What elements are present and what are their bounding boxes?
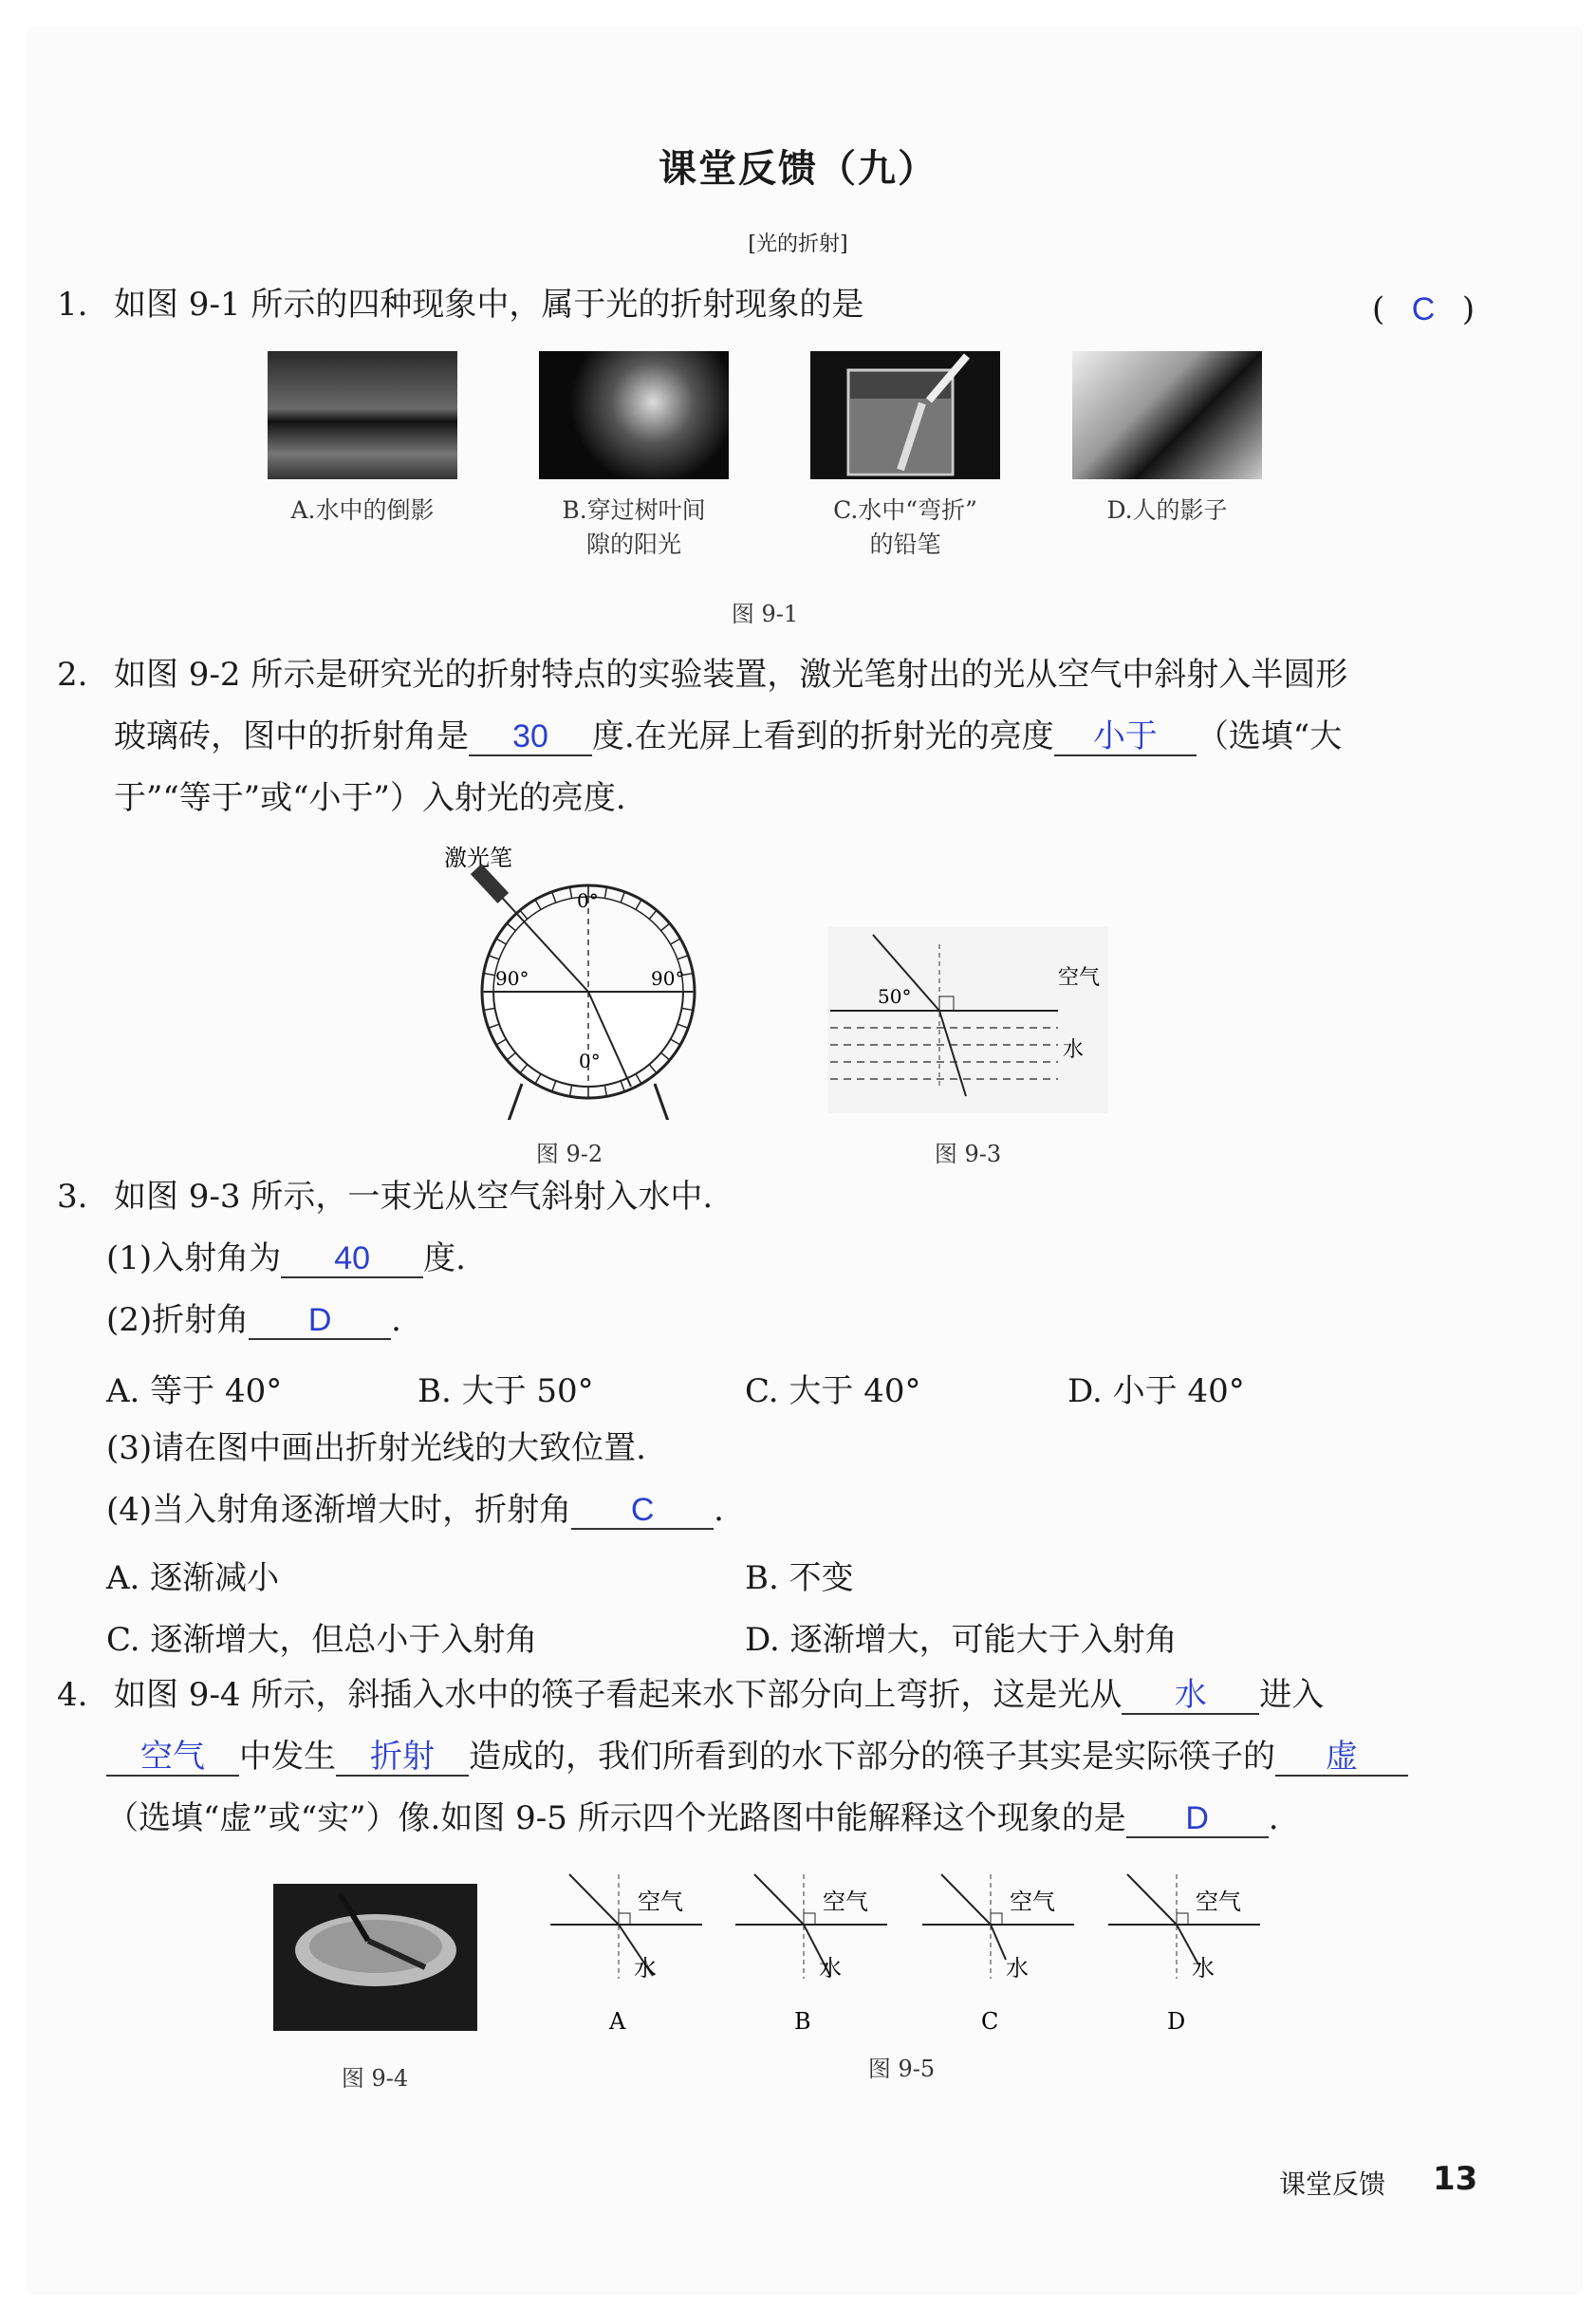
figure-caption: 图 9-3 [934, 1141, 1002, 1167]
paren-open: ( [1372, 290, 1385, 328]
photo-sunlight-leaves [539, 351, 729, 479]
question-4 [57, 1675, 1324, 1715]
q3-answer-2: D [249, 1300, 391, 1340]
angle-label: 0° [579, 1050, 601, 1072]
water-label: 水 [634, 1955, 657, 1982]
q3-4-option-c: C. 逐渐增大，但总小于入射角 [106, 1621, 538, 1659]
bent-pencil-image [810, 351, 1000, 479]
water-label: 水 [819, 1955, 842, 1982]
answer-paren [1372, 289, 1475, 329]
ray-diagram-a [550, 1874, 702, 2035]
ray-diagram-c [922, 1874, 1074, 2035]
laser-label: 激光笔 [444, 845, 512, 871]
q3-option-b: B. 大于 50° [418, 1372, 594, 1410]
angle-label: 90° [495, 967, 529, 990]
option-a-caption: A.水中的倒影 [290, 496, 435, 524]
page-number: 13 [1433, 2160, 1478, 2198]
photo-bent-pencil [810, 351, 1000, 479]
option-c-caption: C.水中“弯折” 的铅笔 [833, 496, 977, 558]
question-number: 2. [57, 656, 88, 694]
text: 玻璃砖，图中的折射角是 [114, 717, 469, 755]
water-label: 水 [1192, 1955, 1215, 1982]
text: 中发生 [239, 1738, 336, 1776]
q4-answer-5: D [1126, 1798, 1269, 1838]
chopstick-bowl-image [273, 1884, 477, 2031]
angle-label: 0° [577, 889, 599, 912]
q3-part-4 [106, 1490, 724, 1530]
question-1 [57, 285, 863, 325]
text: 度.在光屏上看到的折射光的亮度 [592, 717, 1054, 755]
q3-option-d: D. 小于 40° [1067, 1372, 1245, 1410]
right-angle-mark [991, 1913, 1002, 1925]
section-label: 光的折射 [755, 233, 840, 256]
text: （选填“虚”或“实”）像.如图 9-5 所示四个光路图中能解释这个现象的是 [106, 1799, 1126, 1837]
q3-part-2 [106, 1300, 401, 1340]
question-number: 1. [57, 286, 88, 324]
q4-answer-3: 折射 [336, 1737, 469, 1777]
question-number: 3. [57, 1178, 88, 1216]
text: . [1268, 1799, 1279, 1837]
diagram-letter: D [1167, 2008, 1186, 2035]
figure-caption: 图 9-1 [731, 601, 799, 627]
right-angle-mark [619, 1913, 630, 1925]
figure-9-2 [427, 835, 740, 1120]
incident-ray [569, 1874, 619, 1925]
q2-answer-2: 小于 [1054, 717, 1197, 756]
text: (4)当入射角逐渐增大时，折射角 [106, 1491, 572, 1529]
air-label: 空气 [1196, 1889, 1241, 1915]
refracted-ray [991, 1925, 1006, 1960]
diagram-letter: C [981, 2008, 999, 2035]
diagram-letter: B [794, 2008, 811, 2035]
footer-label: 课堂反馈 [1279, 2168, 1386, 2200]
q3-option-c: C. 大于 40° [745, 1372, 921, 1410]
q3-option-a: A. 等于 40° [106, 1372, 283, 1410]
q3-answer-4: C [571, 1490, 714, 1530]
q4-answer-1: 水 [1122, 1675, 1259, 1715]
incident-ray [754, 1874, 804, 1925]
right-angle-mark [804, 1913, 815, 1925]
figure-9-3 [826, 925, 1110, 1115]
text: . [391, 1301, 401, 1339]
diagram-letter: A [609, 2008, 626, 2035]
question-text: 如图 9-3 所示，一束光从空气斜射入水中. [114, 1178, 714, 1216]
question-2 [57, 655, 1347, 695]
water-label: 水 [1063, 1038, 1085, 1062]
text: (1)入射角为 [106, 1239, 282, 1277]
figure-caption: 图 9-4 [341, 2065, 409, 2092]
q1-answer: C [1411, 291, 1436, 327]
option-d-caption: D.人的影子 [1106, 496, 1228, 524]
text: 造成的，我们所看到的水下部分的筷子其实是实际筷子的 [469, 1738, 1275, 1776]
photo-shadow [1072, 351, 1262, 479]
question-text: 如图 9-4 所示，斜插入水中的筷子看起来水下部分向上弯折，这是光从 [114, 1676, 1123, 1714]
q3-4-option-d: D. 逐渐增大，可能大于入射角 [745, 1621, 1178, 1659]
air-label: 空气 [1010, 1889, 1055, 1915]
figure-caption: 图 9-2 [535, 1141, 603, 1167]
right-angle-mark [1177, 1913, 1188, 1925]
q4-answer-4: 虚 [1275, 1737, 1408, 1777]
question-3 [57, 1177, 713, 1217]
figure-9-5 [550, 1870, 1271, 2040]
angle-label: 90° [651, 967, 685, 990]
text: （选填“大 [1196, 717, 1343, 755]
photo-chopstick-bowl [273, 1884, 477, 2031]
photo-reflection [268, 351, 457, 479]
air-label: 空气 [1058, 966, 1101, 990]
water-label: 水 [1006, 1955, 1029, 1982]
text: 度. [423, 1239, 466, 1277]
air-label: 空气 [638, 1889, 683, 1915]
q3-4-option-a: A. 逐渐减小 [106, 1559, 280, 1597]
ray-diagram-b [735, 1874, 887, 2035]
question-text: 如图 9-1 所示的四种现象中，属于光的折射现象的是 [114, 286, 864, 324]
q4-answer-2: 空气 [106, 1737, 239, 1777]
ray-diagram-d [1108, 1874, 1260, 2035]
q3-part-3: (3)请在图中画出折射光线的大致位置. [106, 1429, 646, 1467]
question-2-line2 [114, 717, 1342, 756]
q3-4-option-b: B. 不变 [745, 1559, 854, 1597]
q2-answer-1: 30 [469, 717, 592, 756]
incident-ray [941, 1874, 991, 1925]
text: 进入 [1259, 1676, 1325, 1714]
q3-part-1 [106, 1238, 466, 1278]
text: . [714, 1491, 724, 1529]
incident-ray [1127, 1874, 1177, 1925]
air-label: 空气 [823, 1889, 868, 1915]
question-4-line2 [106, 1737, 1408, 1777]
figure-caption: 图 9-5 [867, 2056, 936, 2082]
question-text: 如图 9-2 所示是研究光的折射特点的实验装置，激光笔射出的光从空气中斜射入半圆形 [114, 656, 1348, 694]
option-b-caption: B.穿过树叶间 隙的阳光 [562, 496, 706, 558]
angle-label: 50° [878, 985, 912, 1008]
q3-answer-1: 40 [281, 1238, 423, 1278]
section-tag: [光的折射] [748, 233, 848, 256]
text: (2)折射角 [106, 1301, 250, 1339]
paren-close: ) [1461, 290, 1475, 328]
question-2-line3: 于”“等于”或“小于”）入射光的亮度. [114, 779, 626, 817]
question-number: 4. [57, 1676, 88, 1714]
question-4-line3 [106, 1798, 1279, 1838]
page-title: 课堂反馈（九） [659, 147, 937, 191]
